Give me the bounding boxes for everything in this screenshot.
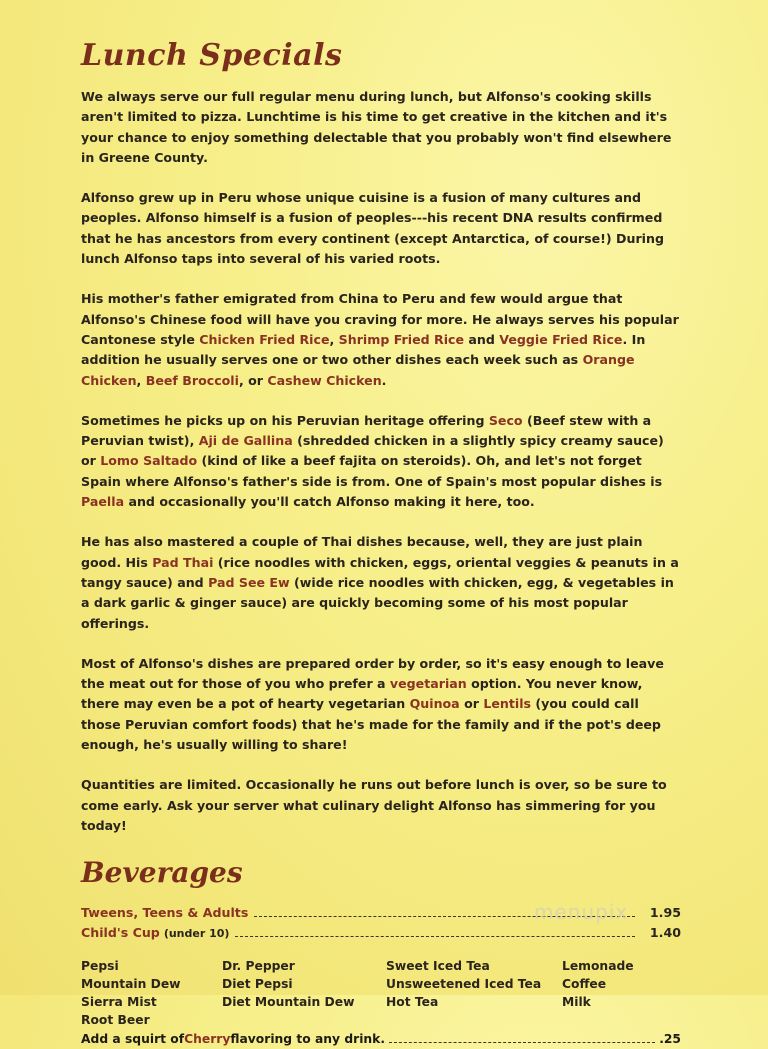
paragraph-text: , or [238,372,268,388]
drink-item [386,1011,562,1029]
drink-item: Coffee [562,977,607,992]
drink-item: Sierra Mist [81,995,157,1010]
dot-leader [389,1032,655,1043]
drink-item: Unsweetened Iced Tea [386,977,542,992]
drink-item: Diet Pepsi [222,977,293,992]
drink-item: Diet Mountain Dew [222,995,355,1010]
addon-text-after: flavoring to any drink. [230,1032,386,1047]
dish-name: Cashew Chicken [267,372,382,388]
paragraph-text: Sometimes he picks up on his Peruvian heritage offering [81,412,489,428]
paragraph-text: (shredded chicken in a slightly spicy creamy sauce) or [81,433,664,469]
lunch-paragraph [81,289,681,390]
paragraph-text: (Beef stew with a Peruvian twist), [81,412,652,449]
dish-name: Orange Chicken [81,352,635,388]
addon-price: .25 [659,1032,681,1047]
drink-item: Root Beer [81,1013,150,1028]
watermark: menupix [534,900,629,924]
paragraph-text: or [459,696,484,712]
dish-name: Pad Thai [152,554,214,570]
paragraph-text: Most of Alfonso's dishes are prepared order by order, so it's easy enough to leave the meat out for those of you who prefer a [81,655,664,692]
dish-name: Aji de Gallina [198,433,293,449]
paragraph-text: and [464,331,500,347]
drink-item: Mountain Dew [81,977,181,992]
dish-name: Veggie Fried Rice [499,331,623,347]
paragraph-text: Alfonso grew up in Peru whose unique cuisine is a fusion of many cultures and peoples. Alfonso himself is a fusion of peoples---his recent DNA results confirmed that he has ancestors from every continent (except Antarctica, of course!) During lunch Alfonso taps into several of his varied roots. [81,190,664,267]
menu-page [81,38,681,1049]
dish-name: Beef Broccoli [145,372,239,388]
paragraph-text: (you could call those Peruvian comfort foods) that he's made for the family and if the pot's deep enough, he's usually willing to share! [81,696,661,753]
addon-text-before: Add a squirt of [81,1032,185,1047]
dish-name: Shrimp Fried Rice [338,331,465,347]
paragraph-text: , [136,372,146,388]
paragraph-text: , [329,331,339,347]
drink-item: Sweet Iced Tea [386,959,490,974]
lunch-paragraph [81,532,681,633]
dish-name: Lomo Saltado [100,453,198,469]
paragraph-text: We always serve our full regular menu during lunch, but Alfonso's cooking skills aren't limited to pizza. Lunchtime is his time to get creative in the kitchen and it's your chance to enjoy something delectable that you probably won't find elsewhere in Greene County. [81,89,672,165]
price-row-name: Child's Cup [81,925,160,941]
paragraph-text: . In addition he usually serves one or two other dishes each week such as [81,331,646,368]
dot-leader [235,926,635,937]
paragraph-text: (kind of like a beef fajita on steroids). Oh, and let's not forget Spain where Alfonso's father's side is from. One of Spain's most popular dishes is [81,453,663,489]
dish-name: Seco [488,412,523,428]
drink-item [562,1011,672,1029]
drink-item: Pepsi [81,959,119,974]
paragraph-text: (wide rice noodles with chicken, egg, & vegetables in a dark garlic & ginger sauce) are quickly becoming some of his most popular offerings. [81,574,674,631]
price-row-name: Tweens, Teens & Adults [81,905,249,921]
paragraph-text: His mother's father emigrated from China to Peru and few would argue that Alfonso's Chinese food will have you craving for more. He always serves his popular Cantonese style [81,291,679,347]
drink-item [222,1011,386,1029]
addon-flavor: Cherry [184,1032,231,1047]
dish-name: Chicken Fried Rice [199,331,330,347]
dish-name: Pad See Ew [208,574,290,590]
lunch-paragraph [81,411,681,512]
price-value: 1.40 [649,925,681,941]
lunch-description [81,87,681,836]
paragraph-text: and occasionally you'll catch Alfonso making it here, too. [124,494,535,510]
paragraph-text: Quantities are limited. Occasionally he runs out before lunch is over, so be sure to come early. Ask your server what culinary delight Alfonso has simmering for you today! [81,777,667,833]
paragraph-text: He has also mastered a couple of Thai dishes because, well, they are just plain good. His [81,534,643,570]
price-row-child [81,923,681,943]
paragraph-text: option. You never know, there may even be a pot of hearty vegetarian [81,676,643,712]
dish-name: Quinoa [409,696,460,712]
price-row-note: (under 10) [163,927,230,941]
drink-item: Hot Tea [386,995,439,1010]
beverages-title: Beverages [81,856,243,890]
lunch-paragraph [81,654,681,755]
paragraph-text: (rice noodles with chicken, eggs, oriental veggies & peanuts in a tangy sauce) and [81,554,679,590]
dish-name: vegetarian [389,676,467,692]
dish-name: Lentils [483,696,532,712]
lunch-paragraph [81,87,681,168]
lunch-paragraph [81,775,681,836]
drink-item: Lemonade [562,959,634,974]
flavor-addon-row [81,1029,681,1049]
price-value: 1.95 [649,905,681,921]
dish-name: Paella [81,494,125,510]
drink-list [81,957,681,1029]
paragraph-text: . [381,372,387,388]
drink-item: Dr. Pepper [222,959,295,974]
lunch-paragraph [81,188,681,269]
lunch-specials-title: Lunch Specials [81,38,343,73]
drink-item: Milk [562,995,591,1010]
